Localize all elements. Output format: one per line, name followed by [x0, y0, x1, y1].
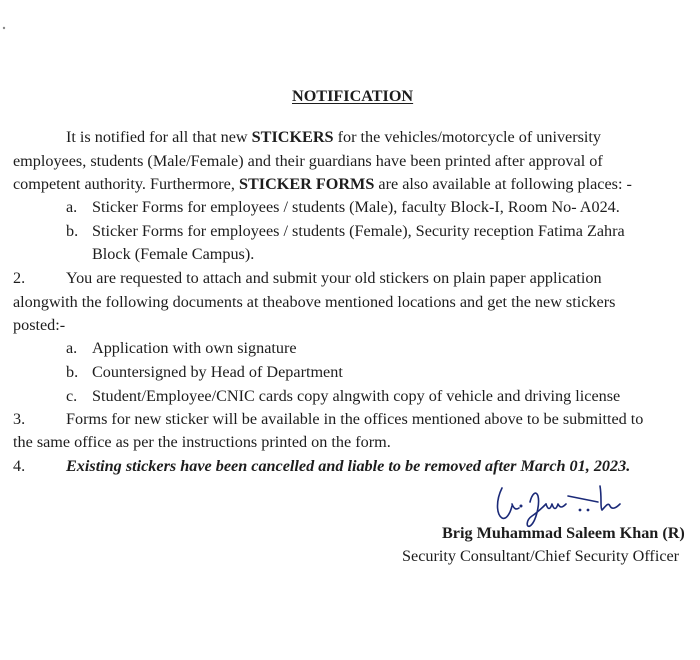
para2-item-c-text: Student/Employee/CNIC cards copy alngwith copy of vehicle and driving license [92, 387, 621, 405]
para1-item-b-text: Sticker Forms for employees / students (Female), Security reception Fatima Zahra [92, 222, 625, 240]
para1-line1 [66, 127, 601, 147]
signatory-designation: Security Consultant/Chief Security Officer [402, 547, 680, 565]
para2-item-b-text: Countersigned by Head of Department [92, 363, 343, 381]
para1-line3-post: are also available at following places: - [374, 175, 632, 193]
para3-number: 3. [13, 410, 26, 428]
para3-line1: Forms for new sticker will be available in the offices mentioned above to be submitted to [66, 410, 644, 428]
para1-item-a-marker: a. [66, 198, 78, 216]
scan-speck [2, 26, 6, 30]
para1-line3-pre: competent authority. Furthermore, [13, 175, 239, 193]
para1-line1-pre: It is notified for all that new [66, 128, 252, 146]
para2-item-a-marker: a. [66, 339, 78, 357]
para1-line2: employees, students (Male/Female) and their guardians have been printed after approval of [13, 152, 603, 170]
para2-item-b-marker: b. [66, 363, 79, 381]
para3-line2: the same office as per the instructions printed on the form. [13, 433, 391, 451]
para1-item-b-cont: Block (Female Campus). [92, 245, 255, 263]
para1-line3 [13, 174, 632, 194]
para2-number: 2. [13, 269, 26, 287]
para1-item-b-marker: b. [66, 222, 79, 240]
para2-item-a-text: Application with own signature [92, 339, 297, 357]
para1-line1-post: for the vehicles/motorcycle of university [333, 128, 602, 146]
para2-line1: You are requested to attach and submit your old stickers on plain paper application [66, 269, 602, 287]
para2-item-c-marker: c. [66, 387, 78, 405]
para4-number: 4. [13, 457, 26, 475]
para4-text: Existing stickers have been cancelled and liable to be removed after March 01, 2023. [66, 457, 631, 475]
para2-line3: posted:- [13, 316, 66, 334]
para2-line2: alongwith the following documents at theabove mentioned locations and get the new stickers [13, 293, 616, 311]
stickers-emphasis: STICKERS [251, 128, 334, 146]
para1-item-a-text: Sticker Forms for employees / students (Male), faculty Block-I, Room No- A024. [92, 198, 620, 216]
sticker-forms-emphasis: STICKER FORMS [238, 175, 375, 193]
notification-title: NOTIFICATION [292, 87, 414, 105]
signatory-name: Brig Muhammad Saleem Khan (R) [442, 524, 685, 542]
